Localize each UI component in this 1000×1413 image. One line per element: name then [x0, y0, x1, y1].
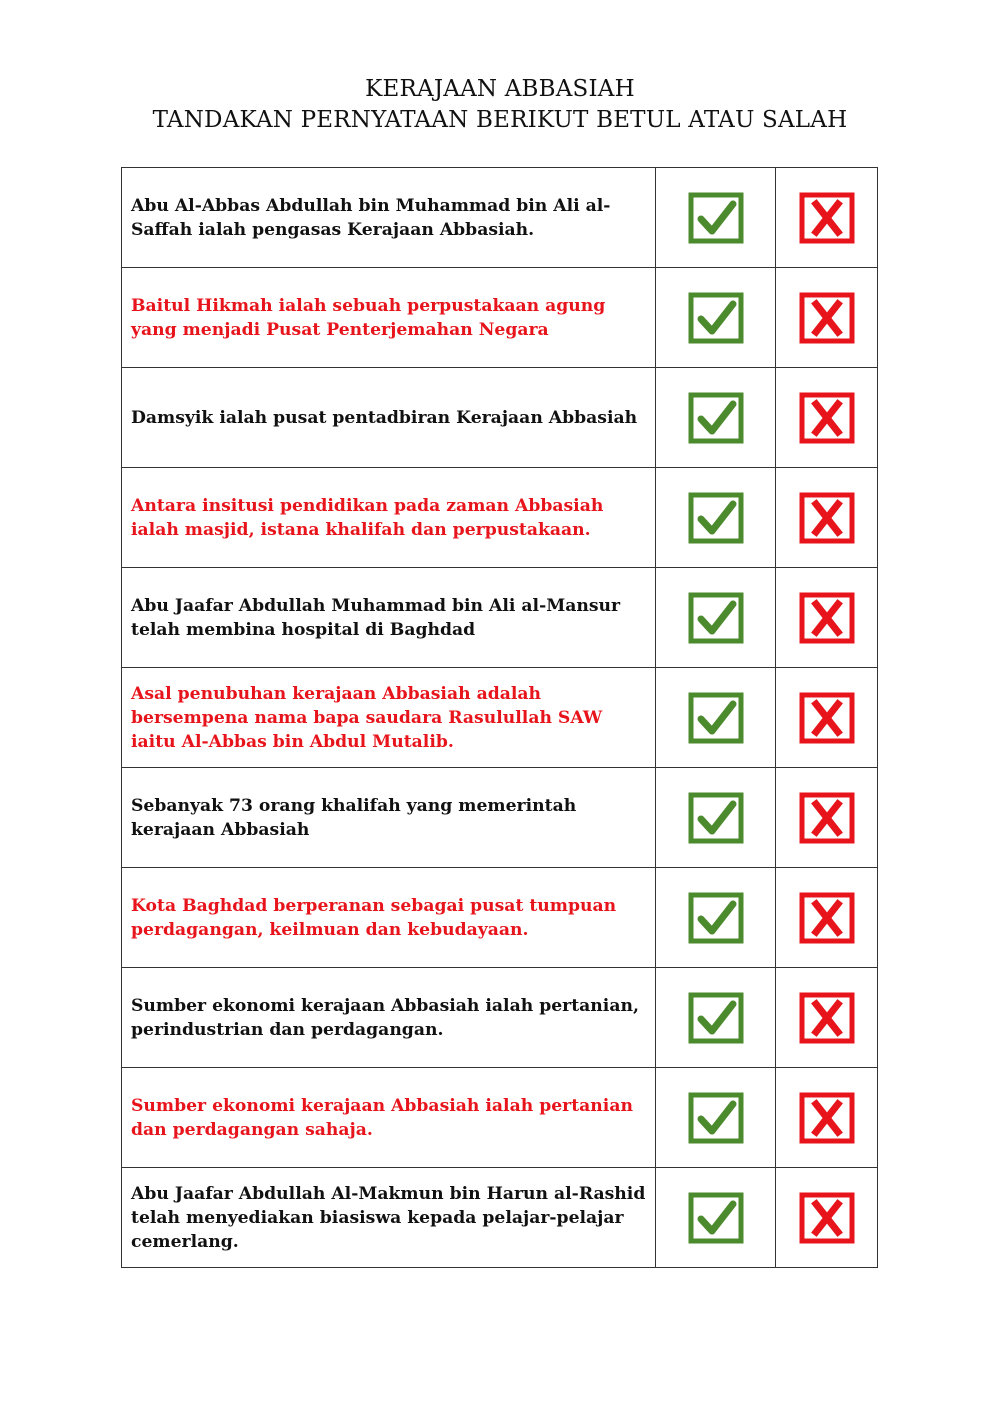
statement-text: Baitul Hikmah ialah sebuah perpustakaan agung yang menjadi Pusat Penterjemahan Negara — [122, 268, 656, 368]
true-cell — [656, 568, 776, 668]
true-cell — [656, 1068, 776, 1168]
check-box-icon[interactable] — [688, 992, 744, 1044]
x-box-icon[interactable] — [799, 492, 855, 544]
statement-row — [122, 268, 878, 368]
statement-row — [122, 468, 878, 568]
false-cell — [776, 368, 878, 468]
true-cell — [656, 168, 776, 268]
title-line-2: TANDAKAN PERNYATAAN BERIKUT BETUL ATAU SALAH — [152, 107, 848, 133]
statement-row — [122, 968, 878, 1068]
statement-text: Kota Baghdad berperanan sebagai pusat tumpuan perdagangan, keilmuan dan kebudayaan. — [122, 868, 656, 968]
true-cell — [656, 368, 776, 468]
statement-row — [122, 1068, 878, 1168]
statement-row — [122, 168, 878, 268]
false-cell — [776, 768, 878, 868]
x-box-icon[interactable] — [799, 892, 855, 944]
x-box-icon[interactable] — [799, 192, 855, 244]
false-cell — [776, 868, 878, 968]
x-box-icon[interactable] — [799, 1192, 855, 1244]
false-cell — [776, 568, 878, 668]
statement-text: Antara insitusi pendidikan pada zaman Abbasiah ialah masjid, istana khalifah dan perpustakaan. — [122, 468, 656, 568]
check-box-icon[interactable] — [688, 492, 744, 544]
false-cell — [776, 1068, 878, 1168]
x-box-icon[interactable] — [799, 592, 855, 644]
statement-row — [122, 668, 878, 768]
statement-row — [122, 1168, 878, 1268]
statement-row — [122, 368, 878, 468]
statement-text: Sumber ekonomi kerajaan Abbasiah ialah pertanian dan perdagangan sahaja. — [122, 1068, 656, 1168]
statement-row — [122, 868, 878, 968]
statement-row — [122, 768, 878, 868]
check-box-icon[interactable] — [688, 1192, 744, 1244]
x-box-icon[interactable] — [799, 992, 855, 1044]
true-cell — [656, 1168, 776, 1268]
x-box-icon[interactable] — [799, 1092, 855, 1144]
statement-row — [122, 568, 878, 668]
true-cell — [656, 268, 776, 368]
false-cell — [776, 968, 878, 1068]
true-cell — [656, 468, 776, 568]
statement-text: Abu Jaafar Abdullah Al-Makmun bin Harun al-Rashid telah menyediakan biasiswa kepada pelajar-pelajar cemerlang. — [122, 1168, 656, 1268]
check-box-icon[interactable] — [688, 892, 744, 944]
x-box-icon[interactable] — [799, 292, 855, 344]
check-box-icon[interactable] — [688, 1092, 744, 1144]
check-box-icon[interactable] — [688, 692, 744, 744]
check-box-icon[interactable] — [688, 792, 744, 844]
title-line-1: KERAJAAN ABBASIAH — [365, 76, 635, 102]
worksheet-title — [0, 74, 1000, 136]
x-box-icon[interactable] — [799, 692, 855, 744]
false-cell — [776, 468, 878, 568]
statement-text: Sebanyak 73 orang khalifah yang memerintah kerajaan Abbasiah — [122, 768, 656, 868]
check-box-icon[interactable] — [688, 192, 744, 244]
true-cell — [656, 768, 776, 868]
x-box-icon[interactable] — [799, 792, 855, 844]
check-box-icon[interactable] — [688, 292, 744, 344]
check-box-icon[interactable] — [688, 592, 744, 644]
true-cell — [656, 668, 776, 768]
true-cell — [656, 968, 776, 1068]
false-cell — [776, 268, 878, 368]
statement-text: Damsyik ialah pusat pentadbiran Kerajaan Abbasiah — [122, 368, 656, 468]
statement-text: Abu Jaafar Abdullah Muhammad bin Ali al-Mansur telah membina hospital di Baghdad — [122, 568, 656, 668]
false-cell — [776, 1168, 878, 1268]
statement-text: Sumber ekonomi kerajaan Abbasiah ialah pertanian, perindustrian dan perdagangan. — [122, 968, 656, 1068]
check-box-icon[interactable] — [688, 392, 744, 444]
true-false-table — [121, 167, 878, 1268]
false-cell — [776, 168, 878, 268]
true-cell — [656, 868, 776, 968]
statement-text: Asal penubuhan kerajaan Abbasiah adalah bersempena nama bapa saudara Rasulullah SAW iaitu Al-Abbas bin Abdul Mutalib. — [122, 668, 656, 768]
statement-text: Abu Al-Abbas Abdullah bin Muhammad bin Ali al-Saffah ialah pengasas Kerajaan Abbasiah. — [122, 168, 656, 268]
false-cell — [776, 668, 878, 768]
x-box-icon[interactable] — [799, 392, 855, 444]
